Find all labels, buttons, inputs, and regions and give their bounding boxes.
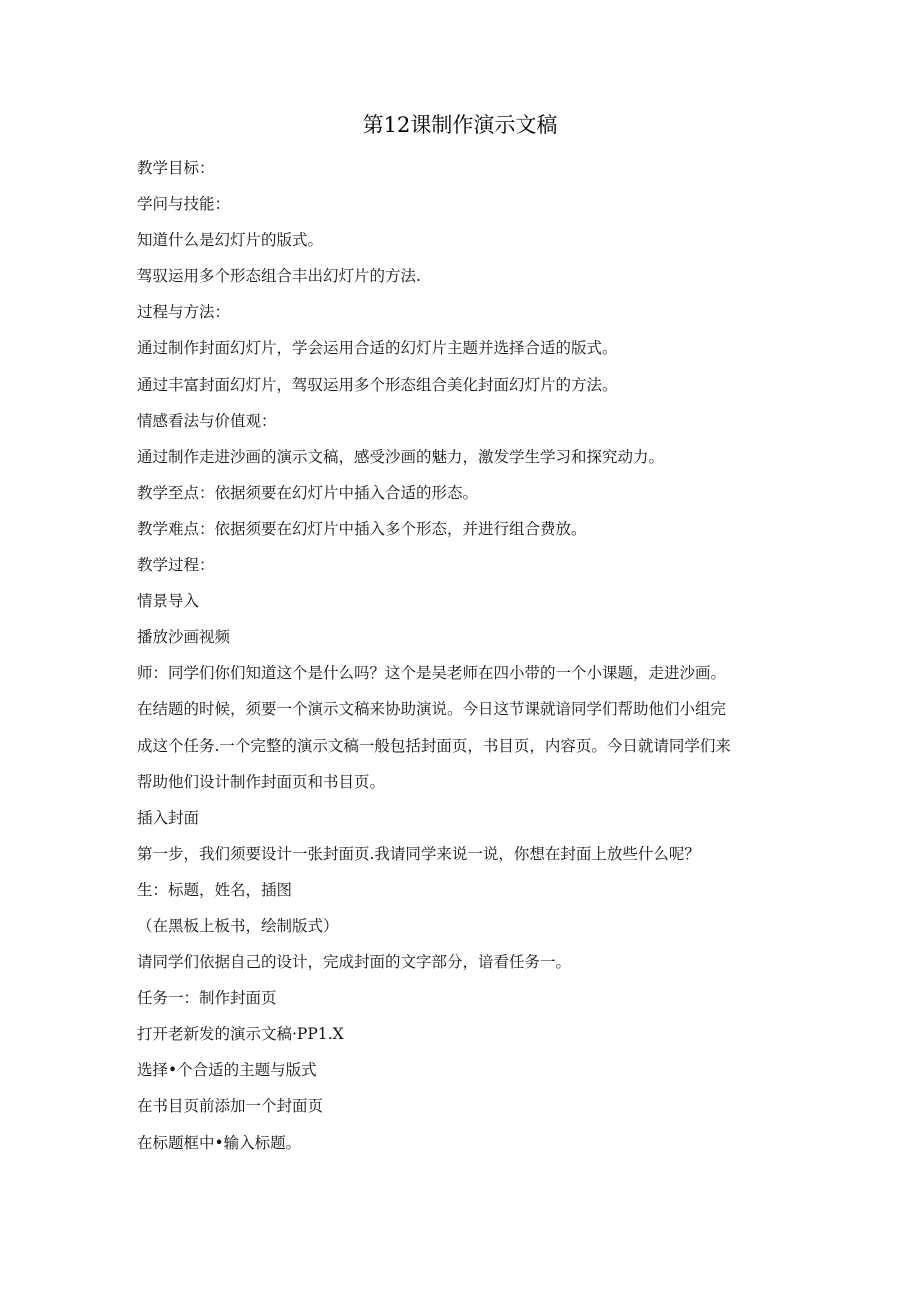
difficult-point: 教学难点：依据须要在幻灯片中插入多个形态，并进行组合费放。 <box>137 519 587 538</box>
paragraph: 通过制作走进沙画的演示文稿，感受沙画的魅力，激发学生学习和探究动力。 <box>137 447 665 466</box>
paragraph: 知道什么是幻灯片的版式。 <box>137 231 324 250</box>
task-step: 打开老新发的演示文稿·PP1.X <box>137 1025 344 1044</box>
paragraph: 第一步，我们须要设计一张封面页.我请同学来说一说，你想在封面上放些什么呢？ <box>137 844 700 863</box>
paragraph: 请同学们依据自己的设计，完成封面的文字部分，谙看任务一。 <box>137 953 572 972</box>
paragraph: 生：标题，姓名，插图 <box>137 880 293 899</box>
paragraph: 成这个任务.一个完整的演示文稿一般包括封面页，书目页，内容页。今日就请同学们来 <box>137 736 731 755</box>
paragraph: 在结题的时候，须要一个演示文稿来协助演说。今日这节课就谙同学们帮助他们小组完 <box>137 700 727 719</box>
teaching-process-heading: 教学过程： <box>137 556 215 575</box>
knowledge-skills-heading: 学问与技能： <box>137 195 231 214</box>
process-method-heading: 过程与方法： <box>137 303 231 322</box>
paragraph: 通过丰富封面幻灯片，驾驭运用多个形态组合美化封面幻灯片的方法。 <box>137 375 618 394</box>
task-step: 在标题框中•输入标题。 <box>137 1133 302 1152</box>
document-title: 第12课制作演示文稿 <box>362 113 558 137</box>
task-step: 在书目页前添加一个封面页 <box>137 1097 324 1116</box>
paragraph: （在黑板上板书，绘制版式） <box>137 916 339 935</box>
paragraph: 驾驭运用多个形态组合丰出幻灯片的方法. <box>137 267 421 286</box>
section-heading: 情景导入 <box>137 592 200 611</box>
attitude-values-heading: 情感看法与价值观： <box>137 411 277 430</box>
paragraph: 帮助他们设计制作封面页和书目页。 <box>137 772 386 791</box>
paragraph: 播放沙画视频 <box>137 628 231 647</box>
task-step: 选择•个合适的主题与版式 <box>137 1061 317 1080</box>
key-point: 教学至点：依据须要在幻灯片中插入合适的形态。 <box>137 483 479 502</box>
paragraph: 通过制作封面幻灯片，学会运用合适的幻灯片主题并选择合适的版式。 <box>137 339 618 358</box>
section-heading: 插入封面 <box>137 808 200 827</box>
paragraph: 师：同学们你们知道这个是什么吗？这个是吴老师在四小带的一个小课题，走进沙画。 <box>137 664 727 683</box>
task-heading: 任务一：制作封面页 <box>137 989 277 1008</box>
objectives-heading: 教学目标： <box>137 159 215 177</box>
document-body <box>137 150 797 1161</box>
